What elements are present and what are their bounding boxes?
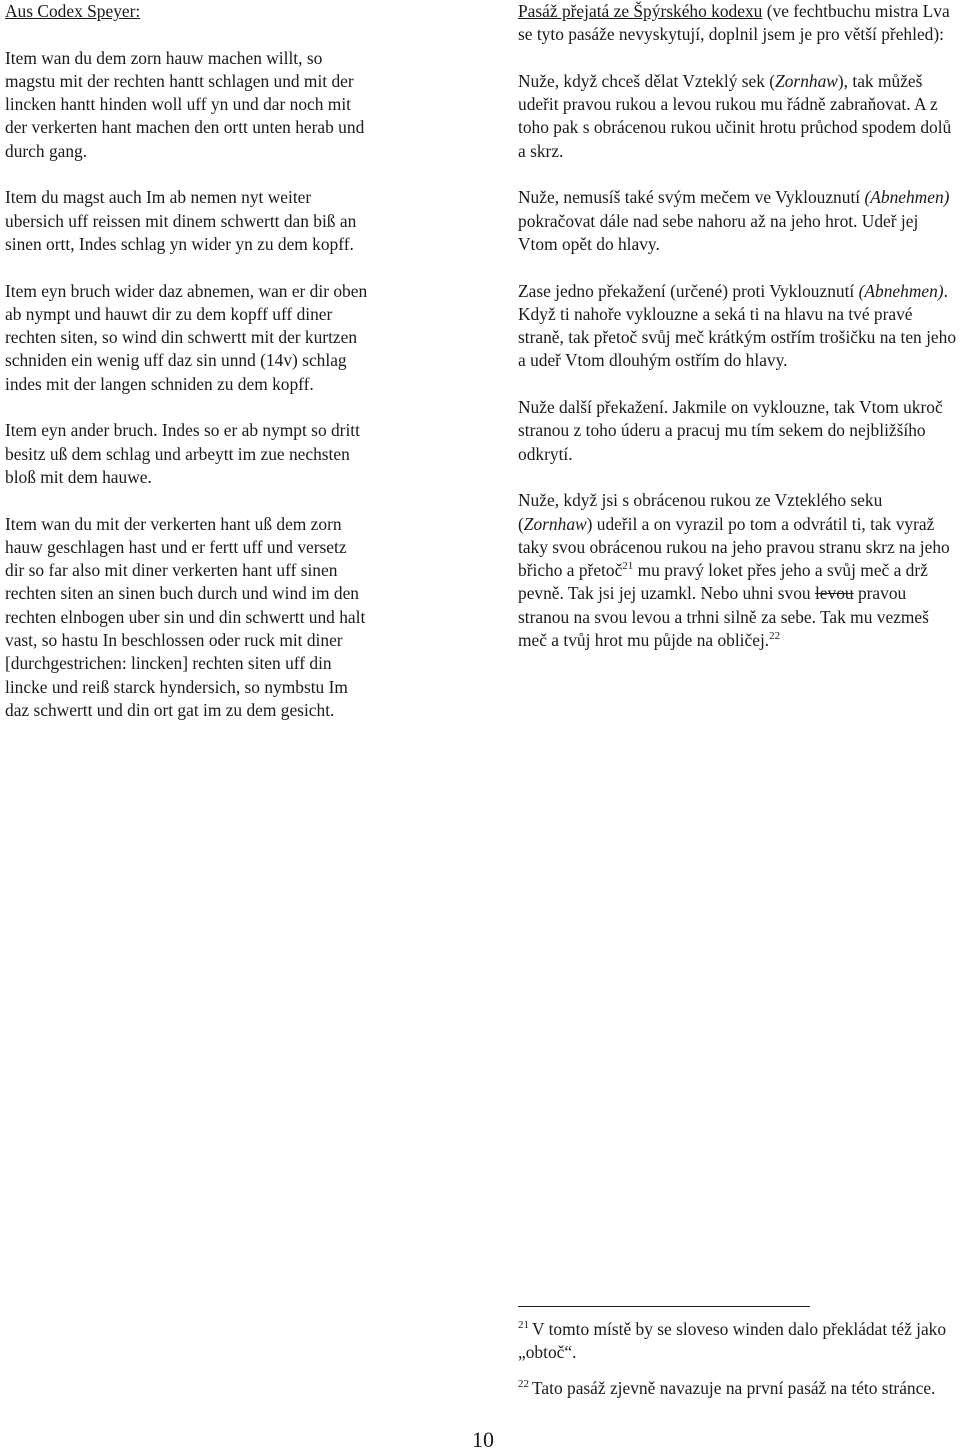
footnote-separator [518, 1306, 810, 1307]
term-italic: (Abnehmen) [858, 280, 944, 301]
text-run: . Když ti nahoře vyklouzne a seká ti na hlavu na tvé pravé straně, tak přetoč svůj meč krátkým ostřím trošičku na ten jeho a udeř Vtom dlouhým ostřím do hlavy. [518, 280, 957, 371]
footnote-text: Tato pasáž zjevně navazuje na první pasáž na této stránce. [532, 1377, 936, 1398]
text-run: pravou stranou na svou levou a trhni silně za sebe. Tak mu vezmeš meč a tvůj hrot mu půjde na obličej. [518, 583, 929, 651]
german-paragraph: Item wan du mit der verkerten hant uß dem zorn hauw geschlagen hast und er fertt uff und versetz dir so far also mit diner verkerten hant uff sinen rechten siten an sinen buch durch und wind im den rechten elnbogen uber sin und din schwertt und halt vast, so hastu In beschlossen oder ruck mit diner [durchgestrichen: lincken] rechten siten uff din lincke und reiß starck hyndersich, so nymbstu Im daz schwertt und din ort gat im zu dem gesicht. [5, 513, 366, 720]
czech-paragraph [518, 70, 958, 163]
german-paragraph: Item eyn ander bruch. Indes so er ab nympt so dritt besitz uß dem schlag und arbeytt im zue nechsten bloß mit dem hauwe. [5, 420, 360, 487]
footnotes [518, 1318, 958, 1412]
text-run: Nuže, nemusíš také svým mečem ve Vyklouznutí [518, 187, 865, 208]
footnote [518, 1318, 958, 1365]
text-run: Zase jedno překažení (určené) proti Vyklouznutí [518, 280, 859, 301]
german-paragraph: Item eyn bruch wider daz abnemen, wan er dir oben ab nympt und hauwt dir zu dem kopff uff diner rechten siten, so wind din schwertt mit der kurtzen schniden ein wenig uff daz sin unnd (14v) schlag indes mit der langen schniden zu dem kopff. [5, 280, 368, 394]
struck-word: levou [814, 583, 854, 604]
footnote-number: 21 [518, 1319, 529, 1331]
czech-paragraph [518, 186, 958, 256]
term-italic: (Abnehmen) [864, 187, 950, 208]
footnote-number: 22 [518, 1377, 529, 1390]
czech-column [518, 0, 958, 676]
text-run: Nuže, když jsi s obrácenou rukou ze Vzteklého seku ( [518, 490, 883, 534]
footnote [518, 1377, 958, 1400]
term-italic: Zornhaw [523, 513, 587, 534]
text-run: pokračovat dále nad sebe nahoru až na jeho hrot. Udeř jej Vtom opět do hlavy. [518, 210, 919, 254]
czech-paragraph [518, 280, 958, 373]
text-run: ), tak můžeš udeřit pravou rukou a levou rukou mu řádně zabraňovat. A z toho pak s obrácenou rukou učinit hrotu průchod spodem dolů a skrz. [518, 70, 952, 161]
footnote-ref[interactable]: 22 [769, 630, 781, 643]
footnote-ref[interactable]: 21 [622, 560, 634, 573]
czech-intro-heading: Pasáž přejatá ze Špýrského kodexu [518, 1, 763, 21]
term-italic: Zornhaw [775, 70, 838, 91]
text-run: Nuže, když chceš dělat Vzteklý sek ( [518, 70, 776, 91]
czech-intro-text: (ve fechtbuchu mistra Lva se tyto pasáže nevyskytují, doplnil jsem je pro větší přehled): [518, 1, 950, 45]
german-column [5, 0, 370, 746]
text-run: ) udeřil a on vyrazil po tom a odvrátil ti, tak vyraž taky svou obrácenou rukou na jeho pravou stranu skrz na jeho břicho a přetoč [518, 513, 950, 581]
czech-paragraph [518, 489, 958, 652]
german-paragraph: Item du magst auch Im ab nemen nyt weiter ubersich uff reissen mit dinem schwertt dan biß an sinen ortt, Indes schlag yn wider yn zu dem kopff. [5, 187, 357, 254]
source-heading: Aus Codex Speyer: [5, 1, 141, 21]
czech-paragraph: Nuže další překažení. Jakmile on vyklouzne, tak Vtom ukroč stranou z toho úderu a pracuj mu tím sekem do nejbližšího odkrytí. [518, 397, 943, 464]
page-number: 10 [472, 1427, 494, 1452]
czech-intro [518, 0, 958, 47]
text-run: mu pravý loket přes jeho a svůj meč a drž pevně. Tak jsi jej uzamkl. Nebo uhni svou [518, 560, 928, 604]
footnote-text: V tomto místě by se sloveso winden dalo překládat též jako „obtoč“. [518, 1319, 947, 1363]
german-paragraph: Item wan du dem zorn hauw machen willt, so magstu mit der rechten hantt schlagen und mit der lincken hantt hinden woll uff yn und dar noch mit der verkerten hant machen den ortt unten herab und durch gang. [5, 47, 365, 161]
